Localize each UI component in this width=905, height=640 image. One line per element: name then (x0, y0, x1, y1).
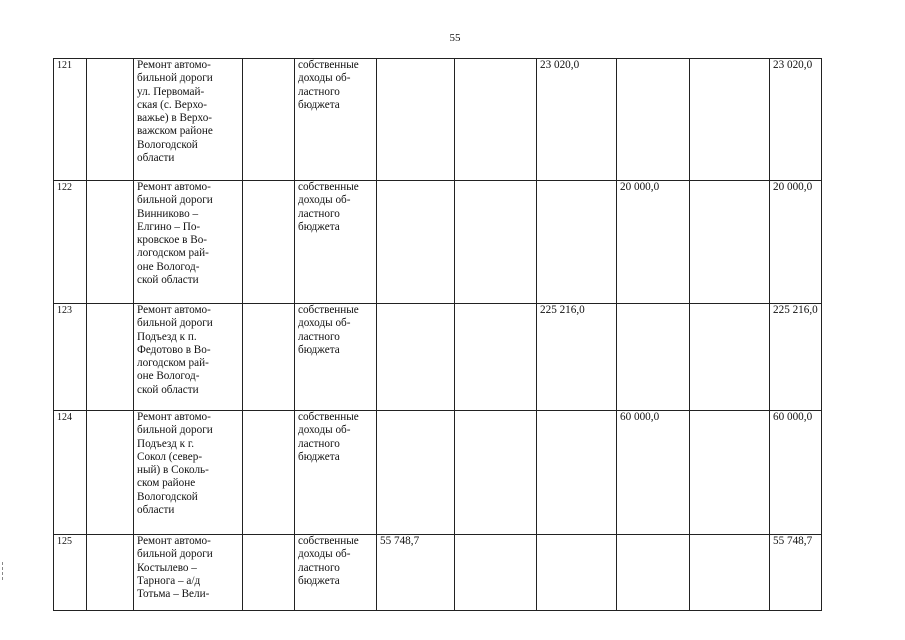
table-row (54, 59, 822, 181)
amount-cell: 55 748,7 (377, 535, 455, 611)
amount-cell: 55 748,7 (770, 535, 822, 611)
amount-cell (617, 304, 690, 411)
amount-cell (377, 59, 455, 181)
budget-table (53, 58, 822, 611)
funding-source: собственные доходы об- ластного бюджета (295, 535, 377, 611)
amount-cell (537, 535, 617, 611)
table-row (54, 411, 822, 535)
amount-cell (690, 411, 770, 535)
object-name: Ремонт автомо- бильной дороги ул. Первомай- ская (с. Верхо- важье) в Верхо- важском районе Вологодской области (134, 59, 243, 181)
amount-cell: 225 216,0 (537, 304, 617, 411)
object-name: Ремонт автомо- бильной дороги Винниково – Елгино – По- кровское в Во- логодском рай- оне Вологод- ской области (134, 181, 243, 304)
amount-cell: 60 000,0 (770, 411, 822, 535)
amount-cell (617, 535, 690, 611)
funding-source: собственные доходы об- ластного бюджета (295, 181, 377, 304)
empty-cell (87, 181, 134, 304)
amount-cell (690, 304, 770, 411)
amount-cell (455, 535, 537, 611)
row-number: 124 (54, 411, 87, 535)
amount-cell (377, 181, 455, 304)
row-number: 123 (54, 304, 87, 411)
amount-cell (455, 304, 537, 411)
table-row (54, 535, 822, 611)
table-row (54, 304, 822, 411)
amount-cell (377, 304, 455, 411)
funding-source: собственные доходы об- ластного бюджета (295, 411, 377, 535)
object-name: Ремонт автомо- бильной дороги Подъезд к п. Федотово в Во- логодском рай- оне Вологод- ской области (134, 304, 243, 411)
empty-cell (243, 535, 295, 611)
empty-cell (243, 181, 295, 304)
amount-cell (455, 181, 537, 304)
empty-cell (87, 59, 134, 181)
amount-cell (690, 181, 770, 304)
amount-cell (455, 411, 537, 535)
amount-cell (537, 181, 617, 304)
table-body (54, 59, 822, 611)
amount-cell (537, 411, 617, 535)
empty-cell (243, 304, 295, 411)
row-number: 122 (54, 181, 87, 304)
object-name: Ремонт автомо- бильной дороги Костылево – Тарнога – а/д Тотьма – Вели- (134, 535, 243, 611)
amount-cell: 60 000,0 (617, 411, 690, 535)
amount-cell: 23 020,0 (770, 59, 822, 181)
page-number: 55 (449, 32, 461, 44)
amount-cell (617, 59, 690, 181)
empty-cell (243, 411, 295, 535)
amount-cell: 23 020,0 (537, 59, 617, 181)
amount-cell (377, 411, 455, 535)
object-name: Ремонт автомо- бильной дороги Подъезд к г. Сокол (север- ный) в Соколь- ском районе Вологодской области (134, 411, 243, 535)
amount-cell: 20 000,0 (617, 181, 690, 304)
amount-cell (690, 535, 770, 611)
margin-mark (2, 562, 11, 580)
amount-cell: 225 216,0 (770, 304, 822, 411)
empty-cell (87, 411, 134, 535)
table-row (54, 181, 822, 304)
funding-source: собственные доходы об- ластного бюджета (295, 304, 377, 411)
amount-cell: 20 000,0 (770, 181, 822, 304)
amount-cell (455, 59, 537, 181)
funding-source: собственные доходы об- ластного бюджета (295, 59, 377, 181)
empty-cell (243, 59, 295, 181)
amount-cell (690, 59, 770, 181)
empty-cell (87, 535, 134, 611)
row-number: 121 (54, 59, 87, 181)
row-number: 125 (54, 535, 87, 611)
empty-cell (87, 304, 134, 411)
